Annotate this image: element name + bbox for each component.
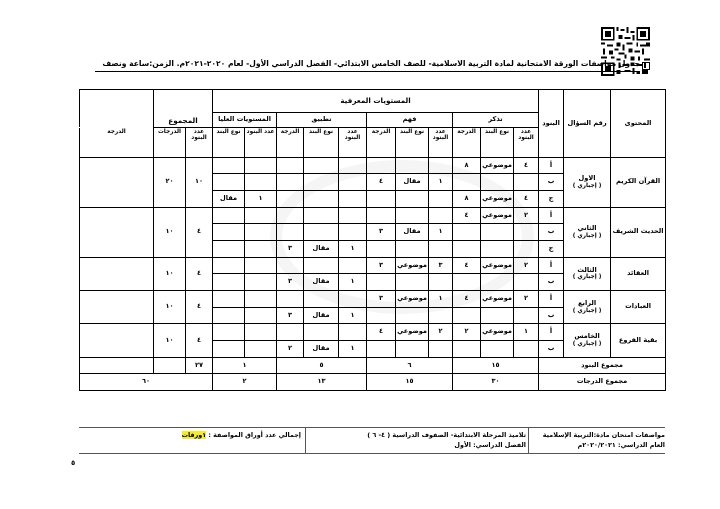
cell: مقال [396, 174, 429, 191]
cell: ٤ [186, 290, 213, 323]
item-letter: أ [539, 257, 564, 274]
cell: ٢ [277, 340, 304, 357]
cell: ٤ [186, 207, 213, 257]
cell: ٢ [514, 207, 539, 224]
cell: ١ [245, 191, 277, 208]
totals-degrees-label: مجموع الدرجات [539, 374, 666, 391]
cell: ١ [213, 357, 277, 374]
totals-items-label: مجموع البنود [539, 357, 666, 374]
cell: ١ [429, 224, 453, 241]
cell: ٣ [277, 241, 304, 258]
footer-divider [528, 427, 529, 453]
question-number: الرابع [578, 299, 597, 308]
header-content: المحتوى [611, 90, 666, 158]
cell: موضوعي [481, 324, 514, 341]
cell: ٢ [213, 374, 277, 391]
cell: ٢ [453, 324, 481, 341]
question-cell [564, 257, 611, 290]
cell: مقال [304, 241, 339, 258]
cell: ١٣ [277, 374, 367, 391]
page-title: جدول مواصفات الورقة الامتحانية لمادة التربية الاسلامية- للصف الخامس الابتدائي- الفصل الدراسي الأول- لعام ٢٠٢٠-٢٠٢١م. الزمن:ساعة ونصف [102, 59, 640, 68]
cell: ٤ [453, 257, 481, 274]
content-cell: العبادات [611, 290, 666, 323]
sheets-label: إجمالي عدد أوراق المواصفة : [208, 431, 301, 439]
header-type: نوع البند [396, 127, 429, 157]
cell: ١ [514, 324, 539, 341]
header-cognitive-levels: المستويات المعرفية [213, 90, 539, 113]
cell: ٤ [367, 174, 396, 191]
footer-sheets [182, 431, 301, 439]
item-letter: ب [539, 340, 564, 357]
cell: موضوعي [481, 290, 514, 307]
cell: ١ [339, 274, 367, 291]
cell: ١ [339, 340, 367, 357]
cell: مقال [213, 191, 245, 208]
header-count: عدد البنود [339, 127, 367, 157]
mandatory-label: ( إجباري ) [572, 307, 602, 314]
header-degree: الدرجة [277, 127, 304, 157]
sheets-value: ١ورقات [181, 431, 207, 439]
cell: ٣ [277, 307, 304, 324]
cell: ٢ [429, 324, 453, 341]
cell: ٨ [453, 191, 481, 208]
cell: ٤ [186, 257, 213, 290]
totals-items-row [80, 357, 666, 374]
cell: مقال [304, 274, 339, 291]
table-row [80, 157, 666, 174]
header-understand: فهم [367, 113, 453, 127]
cell: موضوعي [396, 324, 429, 341]
cell: ١ [429, 290, 453, 307]
checkbox-mark [642, 62, 650, 70]
header-count: عدد البنود [186, 127, 213, 157]
header-degree: الدرجة [80, 127, 154, 157]
mandatory-label: ( إجباري ) [572, 340, 602, 347]
cell: ٤ [514, 157, 539, 174]
cell: ٦٠ [80, 374, 213, 391]
header-type: نوع البند [304, 127, 339, 157]
mandatory-label: ( إجباري ) [572, 182, 602, 189]
footer-semester: الفصل الدراسي: الأول [454, 441, 526, 449]
footer-subject: مواصفات امتحان مادة:التربية الإسلامية [542, 431, 665, 439]
footer-rule-bottom [79, 453, 665, 454]
content-cell: بقية الفروع [611, 324, 666, 357]
cell: ٨ [453, 157, 481, 174]
cell: ٤ [514, 191, 539, 208]
item-letter: ج [539, 241, 564, 258]
table-row [80, 290, 666, 307]
cell: ٣٠ [453, 374, 539, 391]
footer-grades: تلاميذ المرحلة الابتدائية- الصفوف الدراسية ( ٤- ٦ ) [367, 431, 526, 439]
header-blank [80, 90, 154, 128]
header-total: المجموع [154, 90, 213, 128]
content-cell: العقائد [611, 257, 666, 290]
cell: ٦ [367, 357, 453, 374]
cell: مقال [396, 224, 429, 241]
footer-divider [305, 427, 306, 453]
header-remember: تذكر [453, 113, 539, 127]
content-cell: الحديث الشريف [611, 207, 666, 257]
header-type: نوع البند [213, 127, 245, 157]
cell: ٢ [514, 257, 539, 274]
cell: ١٠ [154, 324, 186, 357]
cell: ١ [429, 174, 453, 191]
cell: ٢٠ [154, 157, 186, 207]
cell: موضوعي [396, 257, 429, 274]
cell: مقال [304, 307, 339, 324]
cell: ١٠ [186, 157, 213, 207]
header-count: عدد البنود [514, 127, 539, 157]
cell: موضوعي [396, 290, 429, 307]
cell: ٣ [367, 224, 396, 241]
question-cell [564, 290, 611, 323]
cell: ١٥ [367, 374, 453, 391]
question-number: الثالث [577, 265, 597, 274]
cell: ١٠ [154, 290, 186, 323]
cell: ٣ [367, 290, 396, 307]
cell: ١٠ [154, 207, 186, 257]
item-letter: ب [539, 307, 564, 324]
cell: ٢٧ [186, 357, 213, 374]
cell: ٤ [186, 324, 213, 357]
mandatory-label: ( إجباري ) [572, 274, 602, 281]
item-letter: ج [539, 191, 564, 208]
mandatory-label: ( إجباري ) [572, 232, 602, 239]
header-higher: المستويات العليا [213, 113, 277, 127]
header-count: عدد البنود [429, 127, 453, 157]
cell: ١ [339, 307, 367, 324]
question-cell [564, 324, 611, 357]
header-type: نوع البند [481, 127, 514, 157]
footer-year: العام الدراسي: ٢٠٢٠/٢٠٢١م [577, 441, 665, 449]
cell: مقال [304, 340, 339, 357]
item-letter: أ [539, 324, 564, 341]
header-count: عدد البنود [245, 127, 277, 157]
cell: ٢ [514, 290, 539, 307]
cell: ١ [339, 241, 367, 258]
item-letter: أ [539, 157, 564, 174]
question-number: الاول [578, 174, 596, 183]
table-row [80, 324, 666, 341]
cell: ٤ [453, 290, 481, 307]
totals-degrees-row [80, 374, 666, 391]
cell: ٥ [277, 357, 367, 374]
table-row [80, 207, 666, 224]
header-items: البنود [539, 90, 564, 158]
cell: ٣ [429, 257, 453, 274]
cell: ١٥ [453, 357, 539, 374]
item-letter: أ [539, 207, 564, 224]
header-degree: الدرجة [453, 127, 481, 157]
header-question-no: رقم السؤال [564, 90, 611, 158]
cell: ٤ [367, 324, 396, 341]
cell: موضوعي [481, 157, 514, 174]
cell: ٣ [367, 257, 396, 274]
question-cell [564, 157, 611, 207]
item-letter: ب [539, 274, 564, 291]
title-underline [95, 71, 640, 72]
footer-rule-top [79, 427, 665, 428]
header-degree: الدرجة [367, 127, 396, 157]
table-row [80, 257, 666, 274]
item-letter: أ [539, 290, 564, 307]
header-degrees: الدرجات [154, 127, 186, 157]
cell: موضوعي [481, 257, 514, 274]
header-apply: تطبيق [277, 113, 367, 127]
specification-table [79, 89, 666, 391]
cell: ٣ [277, 274, 304, 291]
item-letter: ب [539, 224, 564, 241]
question-cell [564, 207, 611, 257]
cell: موضوعي [481, 207, 514, 224]
cell: موضوعي [481, 191, 514, 208]
item-letter: ب [539, 174, 564, 191]
page-number: ٥ [71, 459, 76, 467]
question-number: الثاني [577, 224, 597, 233]
cell: ١٠ [154, 257, 186, 290]
question-number: الخامس [574, 332, 600, 341]
cell: ٤ [453, 207, 481, 224]
content-cell: القرآن الكريم [611, 157, 666, 207]
